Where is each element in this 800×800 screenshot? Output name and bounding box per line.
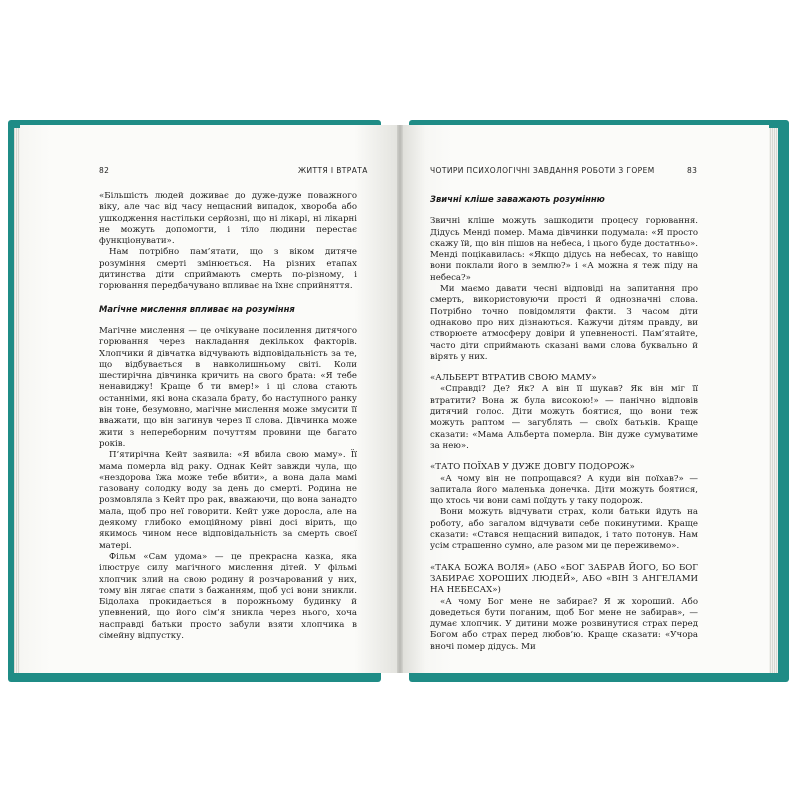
paragraph: Вони можуть відчувати страх, коли батьки йдуть на роботу, або загалом відчувати себе покинутими. Краще сказати: «Стався нещасний випадок, і тато потонув. Нам усім страшенно сумно, але разом ми це переживемо». [430, 507, 698, 552]
cliche-heading: «ТАКА БОЖА ВОЛЯ» (АБО «БОГ ЗАБРАВ ЙОГО, БО БОГ ЗАБИРАЄ ХОРОШИХ ЛЮДЕЙ», АБО «ВІН З АНГЕЛАМИ НА НЕБЕСАХ») [430, 562, 698, 596]
cliche-heading: «АЛЬБЕРТ ВТРАТИВ СВОЮ МАМУ» [430, 373, 597, 384]
paragraph: «А чому Бог мене не забирає? Я ж хороший. Або доведеться бути поганим, щоб Бог мене не забирав», — думає хлопчик. У дитини може розвинутися страх перед Богом або страх перед любов’ю. Краще сказати: «Учора вночі помер дідусь. Ми [430, 596, 698, 652]
paragraph: Ми маємо давати чесні відповіді на запитання про смерть, використовуючи прості й однозначні слова. Потрібно точно повідомляти факти. З часом діти однаково про них дізнаються. Кажучи дітям правду, ви створюєте атмосферу довіри й упевненості. Пам’ятайте, часто діти сприймають сказані вами слова буквально й вірять у них. [430, 284, 698, 362]
page-edges-right [768, 128, 778, 673]
right-page-number: 83 [687, 166, 698, 175]
section-heading: Звичні кліше заважають розумінню [430, 194, 605, 204]
left-running-header: ЖИТТЯ І ВТРАТА [298, 166, 368, 175]
paragraph: Магічне мислення — це очікуване посилення дитячого горювання через накладання декількох факторів. Хлопчики й дівчатка відчувають відповідальність за те, що відбувається в навколишньому світі. Коли шестирічна дівчинка кричить на свого брата: «Я тебе ненавиджу! Краще б ти вмер!» і ці слова стають останніми, які вона сказала брату, бо наступного ранку він тоне, безумовно, магічне мислення може змусити її вважати, що він загинув через її слова. Дівчинка може жити з непереборним почуттям провини ще багато років. [99, 325, 357, 449]
paragraph: Звичні кліше можуть зашкодити процесу горювання. Дідусь Менді помер. Мама дівчинки подумала: «Я просто скажу їй, що він пішов на небеса, і цього буде достатньо». Менді поцікавилась: «Якщо дідусь на небесах, то навіщо вони поклали його в землю?» і «А можна я теж піду на небеса?» [430, 216, 698, 283]
section-heading: Магічне мислення впливає на розуміння [99, 303, 295, 314]
paragraph: «Справді? Де? Як? А він її шукав? Як він міг її втратити? Вона ж була високою!» — панічно відповів дитячий голос. Діти можуть боятися, що вони теж можуть раптом — загублять — своїх батьків. Краще сказати: «Мама Альберта померла. Він дуже сумуватиме за нею». [430, 384, 698, 451]
right-running-header: ЧОТИРИ ПСИХОЛОГІЧНІ ЗАВДАННЯ РОБОТИ З ГОРЕМ [430, 166, 655, 175]
book-gutter [397, 125, 403, 673]
paragraph: Фільм «Сам удома» — це прекрасна казка, яка ілюструє силу магічного мислення дітей. У фільмі хлопчик злий на свою родину й розчарований у них, тому він лягає спати з бажанням, щоб усі вони зникли. Бідолаха прокидається в порожньому будинку й упевнений, що його сім’я зникла через нього, хоча насправді батьки просто забули взяти хлопчика в сімейну відпустку. [99, 551, 357, 641]
right-page-text [430, 194, 698, 653]
left-page-text [99, 191, 357, 642]
left-page-number: 82 [99, 166, 110, 175]
cliche-heading: «ТАТО ПОЇХАВ У ДУЖЕ ДОВГУ ПОДОРОЖ» [430, 462, 635, 473]
paragraph: «Більшість людей доживає до дуже-дуже поважного віку, але час від часу нещасний випадок, хвороба або ушкодження настільки серйозні, що ні лікарі, ні лікарні не можуть допомогти, і тіло людини перестає функціонувати». [99, 191, 357, 247]
paragraph: Нам потрібно пам’ятати, що з віком дитяче розуміння смерті змінюється. На різних етапах дитинства діти сприймають смерть по-різному, і горювання передбачувано впливає на їхнє сприйняття. [99, 247, 357, 292]
paragraph: П’ятирічна Кейт заявила: «Я вбила свою маму». Її мама померла від раку. Однак Кейт завжди чула, що «нездорова їжа може тебе вбити», а вона дала мамі газовану солодку воду за день до смерті. Родина не розмовляла з Кейт про рак, вважаючи, що вона занадто мала, щоб про неї говорити. Кейт уже доросла, але на деякому глибоко емоційному рівні досі вірить, що якимось чином несе відповідальність за смерть своєї матері. [99, 450, 357, 551]
paragraph: «А чому він не попрощався? А куди він поїхав?» — запитала його маленька донечка. Діти можуть боятися, що хтось чи вони самі поїдуть у таку подорож. [430, 473, 698, 507]
